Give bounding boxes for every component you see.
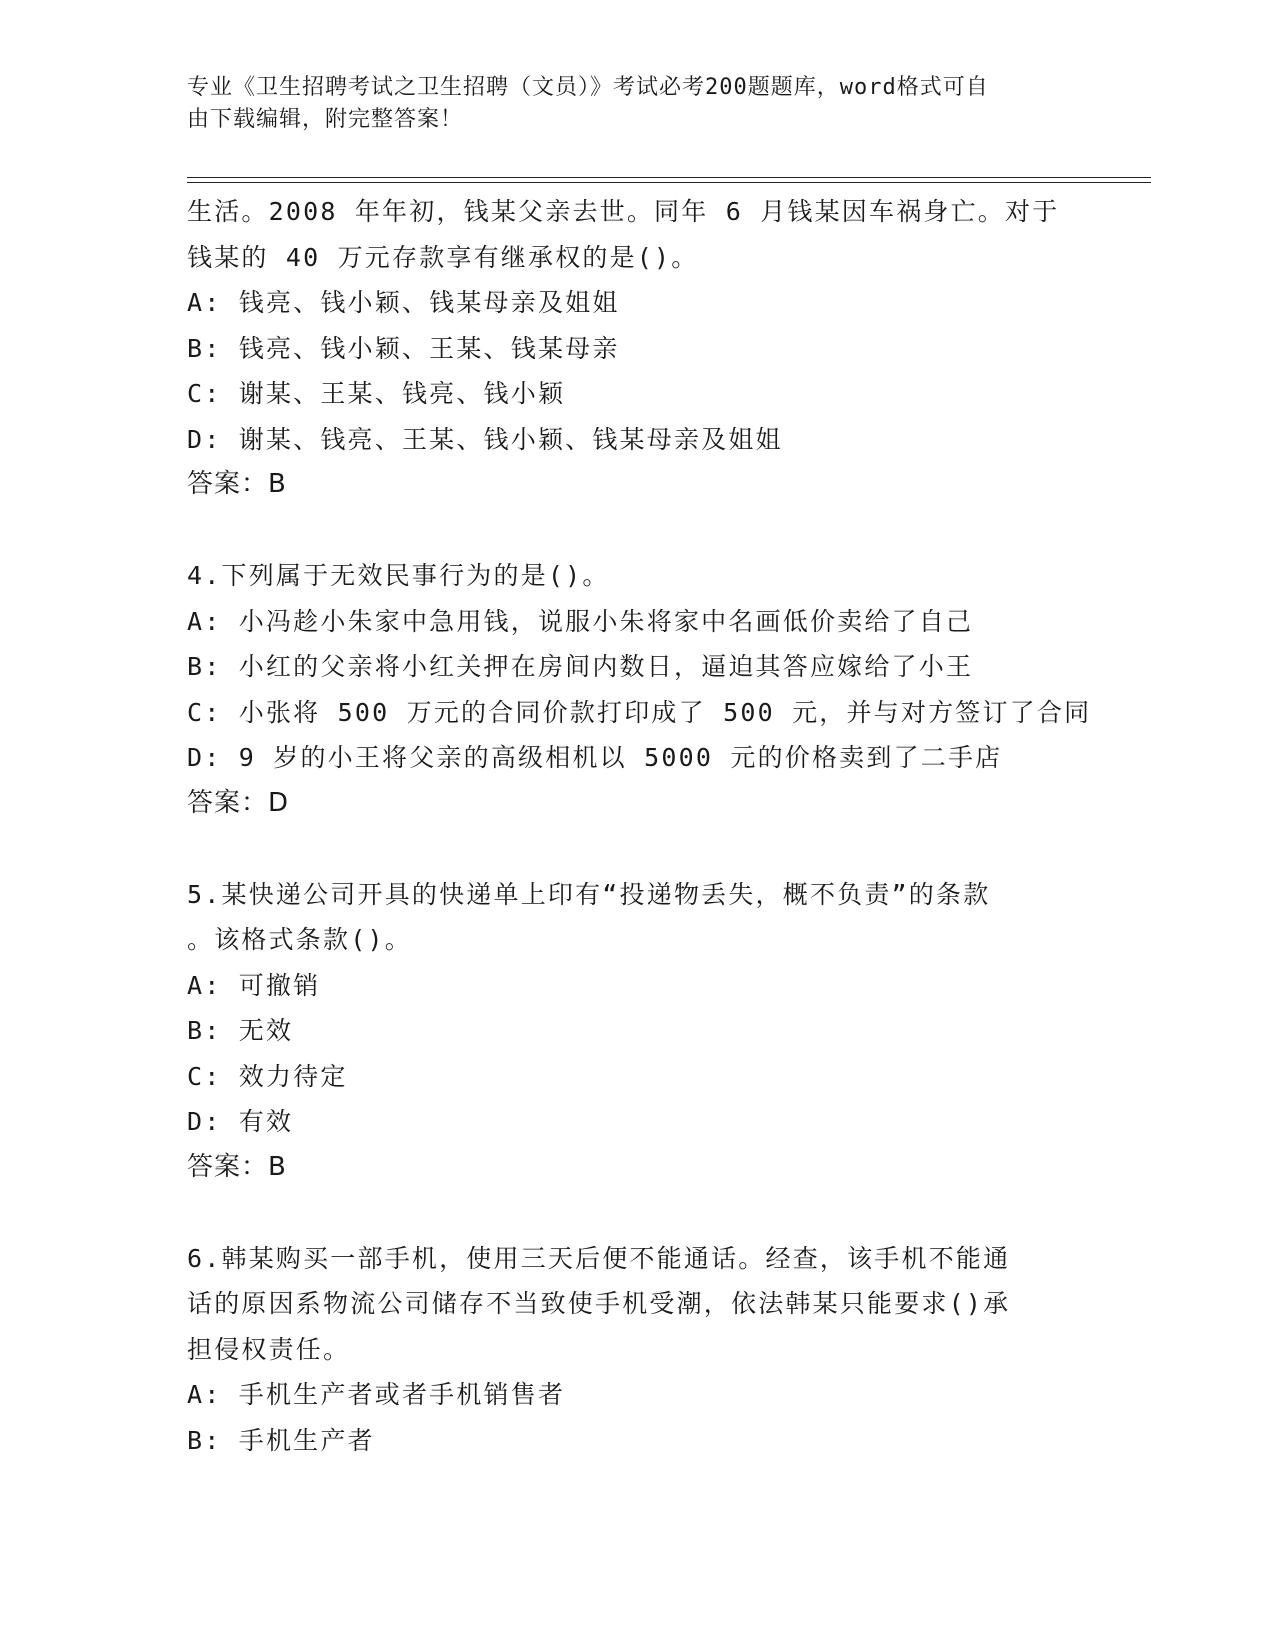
option-c: C: 小张将 500 万元的合同价款打印成了 500 元，并与对方签订了合同 bbox=[187, 697, 1092, 727]
question-stem: 。该格式条款()。 bbox=[187, 925, 412, 954]
spacer bbox=[187, 826, 1087, 872]
question-stem: 4.下列属于无效民事行为的是()。 bbox=[187, 561, 610, 590]
question-5 bbox=[187, 872, 1087, 1191]
question-stem: 生活。2008 年年初，钱某父亲去世。同年 6 月钱某因车祸身亡。对于 bbox=[187, 197, 1060, 226]
option-d: D: 谢某、钱亮、王某、钱小颖、钱某母亲及姐姐 bbox=[187, 424, 783, 454]
question-stem: 5.某快递公司开具的快递单上印有“投递物丢失，概不负责”的条款 bbox=[187, 879, 991, 909]
answer: 答案：B bbox=[187, 469, 287, 499]
option-a: A: 钱亮、钱小颖、钱某母亲及姐姐 bbox=[187, 288, 620, 317]
option-d: D: 有效 bbox=[187, 1107, 294, 1136]
answer: 答案：D bbox=[187, 787, 290, 818]
option-a: A: 小冯趁小朱家中急用钱，说服小朱将家中名画低价卖给了自己 bbox=[187, 606, 974, 636]
option-b: B: 无效 bbox=[187, 1016, 294, 1045]
option-c: C: 效力待定 bbox=[187, 1061, 348, 1091]
header-line-1: 专业《卫生招聘考试之卫生招聘（文员）》考试必考200题题库，word格式可自 bbox=[187, 75, 989, 100]
question-stem: 话的原因系物流公司储存不当致使手机受潮，依法韩某只能要求()承 bbox=[187, 1289, 1011, 1318]
header-line-2: 由下载编辑，附完整答案！ bbox=[187, 107, 464, 132]
spacer bbox=[187, 508, 1087, 554]
answer: 答案：B bbox=[187, 1151, 287, 1182]
question-list bbox=[187, 189, 1092, 1463]
option-b: B: 钱亮、钱小颖、王某、钱某母亲 bbox=[187, 333, 620, 363]
question-stem: 担侵权责任。 bbox=[187, 1334, 351, 1364]
option-c: C: 谢某、王某、钱亮、钱小颖 bbox=[187, 379, 566, 408]
header-divider-top bbox=[187, 177, 1151, 178]
document-header bbox=[187, 72, 1067, 136]
option-b: B: 手机生产者 bbox=[187, 1425, 375, 1455]
question-6 bbox=[187, 1236, 1087, 1464]
option-d: D: 9 岁的小王将父亲的高级相机以 5000 元的价格卖到了二手店 bbox=[187, 743, 1003, 772]
question-stem: 6.韩某购买一部手机，使用三天后便不能通话。经查，该手机不能通 bbox=[187, 1243, 1011, 1273]
option-a: A: 手机生产者或者手机销售者 bbox=[187, 1380, 566, 1409]
question-3 bbox=[187, 189, 1087, 508]
header-divider-bottom bbox=[187, 182, 1151, 183]
option-a: A: 可撤销 bbox=[187, 970, 321, 1000]
option-b: B: 小红的父亲将小红关押在房间内数日，逼迫其答应嫁给了小王 bbox=[187, 652, 974, 681]
spacer bbox=[187, 1190, 1087, 1236]
question-stem: 钱某的 40 万元存款享有继承权的是()。 bbox=[187, 242, 699, 272]
question-4 bbox=[187, 553, 1092, 826]
